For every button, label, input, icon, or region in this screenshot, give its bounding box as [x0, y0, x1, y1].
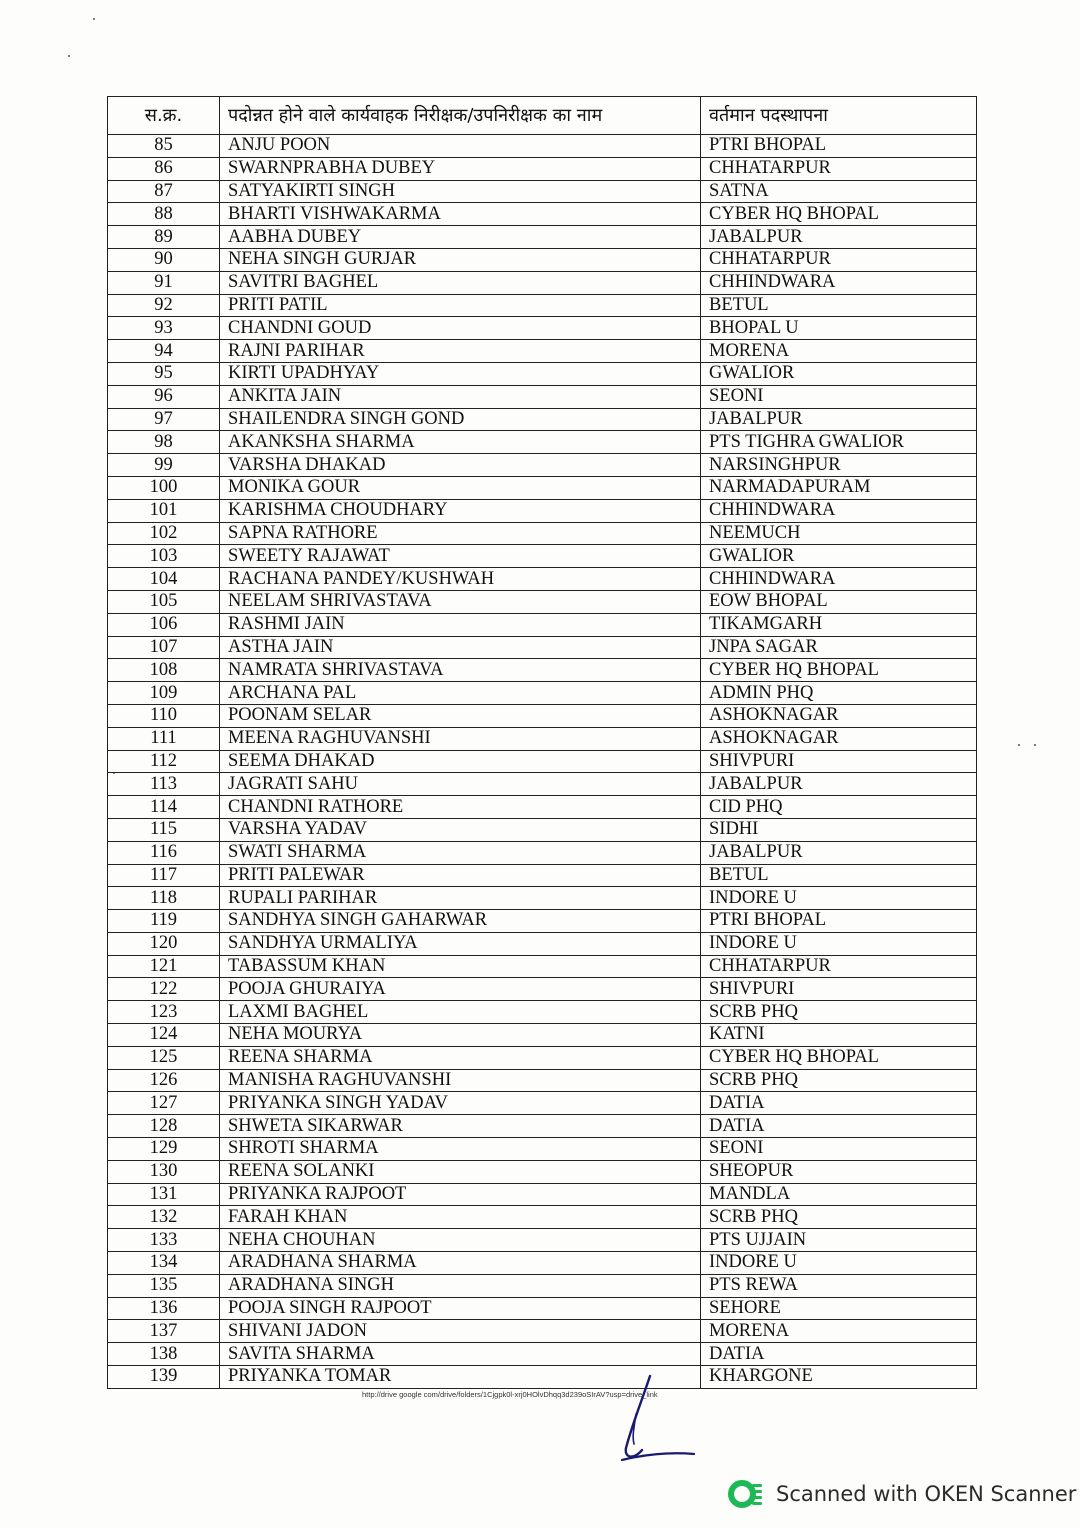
- current-posting-cell: PTRI BHOPAL: [701, 910, 977, 933]
- current-posting-cell: SEONI: [701, 1138, 977, 1161]
- current-posting-cell: MORENA: [701, 1320, 977, 1343]
- current-posting-cell: CHHATARPUR: [701, 248, 977, 271]
- scanner-credit-text: Scanned with OKEN Scanner: [776, 1482, 1077, 1506]
- officer-name-cell: REENA SOLANKI: [220, 1160, 701, 1183]
- officer-name-cell: TABASSUM KHAN: [220, 955, 701, 978]
- officer-name-cell: BHARTI VISHWAKARMA: [220, 203, 701, 226]
- serial-number-cell: 92: [108, 294, 220, 317]
- table-row: [108, 887, 977, 910]
- table-row: [108, 818, 977, 841]
- serial-number-cell: 96: [108, 385, 220, 408]
- current-posting-cell: BETUL: [701, 294, 977, 317]
- table-row: [108, 1366, 977, 1389]
- current-posting-cell: NARSINGHPUR: [701, 454, 977, 477]
- officer-name-cell: KARISHMA CHOUDHARY: [220, 499, 701, 522]
- officer-name-cell: NEELAM SHRIVASTAVA: [220, 590, 701, 613]
- current-posting-cell: SHEOPUR: [701, 1160, 977, 1183]
- table-row: [108, 1229, 977, 1252]
- serial-number-cell: 134: [108, 1252, 220, 1275]
- table-row: [108, 203, 977, 226]
- current-posting-cell: CHHINDWARA: [701, 568, 977, 591]
- serial-number-cell: 119: [108, 910, 220, 933]
- serial-number-cell: 132: [108, 1206, 220, 1229]
- serial-number-cell: 93: [108, 317, 220, 340]
- current-posting-cell: PTRI BHOPAL: [701, 135, 977, 158]
- serial-number-cell: 125: [108, 1046, 220, 1069]
- scan-speck: [1018, 744, 1020, 746]
- officer-name-cell: SHWETA SIKARWAR: [220, 1115, 701, 1138]
- table-row: [108, 226, 977, 249]
- officer-name-cell: RASHMI JAIN: [220, 613, 701, 636]
- officer-name-cell: REENA SHARMA: [220, 1046, 701, 1069]
- current-posting-cell: SEONI: [701, 385, 977, 408]
- officer-name-cell: VARSHA YADAV: [220, 818, 701, 841]
- current-posting-cell: SIDHI: [701, 818, 977, 841]
- header-officer-name: पदोन्नत होने वाले कार्यवाहक निरीक्षक/उपनिरीक्षक का नाम: [220, 97, 701, 135]
- serial-number-cell: 94: [108, 340, 220, 363]
- officer-name-cell: KIRTI UPADHYAY: [220, 362, 701, 385]
- promotion-list-table: [107, 96, 977, 1389]
- officer-name-cell: SATYAKIRTI SINGH: [220, 180, 701, 203]
- officer-name-cell: NAMRATA SHRIVASTAVA: [220, 659, 701, 682]
- table-row: [108, 385, 977, 408]
- officer-name-cell: SHAILENDRA SINGH GOND: [220, 408, 701, 431]
- current-posting-cell: DATIA: [701, 1092, 977, 1115]
- scanner-watermark: [728, 1478, 1076, 1510]
- serial-number-cell: 115: [108, 818, 220, 841]
- current-posting-cell: CID PHQ: [701, 796, 977, 819]
- officer-name-cell: PRIYANKA RAJPOOT: [220, 1183, 701, 1206]
- scan-speck: [68, 55, 70, 57]
- officer-name-cell: ASTHA JAIN: [220, 636, 701, 659]
- table-row: [108, 545, 977, 568]
- officer-name-cell: SANDHYA SINGH GAHARWAR: [220, 910, 701, 933]
- table-row: [108, 704, 977, 727]
- serial-number-cell: 89: [108, 226, 220, 249]
- officer-name-cell: POOJA GHURAIYA: [220, 978, 701, 1001]
- serial-number-cell: 131: [108, 1183, 220, 1206]
- officer-name-cell: MONIKA GOUR: [220, 476, 701, 499]
- serial-number-cell: 90: [108, 248, 220, 271]
- officer-name-cell: SHIVANI JADON: [220, 1320, 701, 1343]
- officer-name-cell: NEHA CHOUHAN: [220, 1229, 701, 1252]
- officer-name-cell: AABHA DUBEY: [220, 226, 701, 249]
- serial-number-cell: 108: [108, 659, 220, 682]
- officer-name-cell: VARSHA DHAKAD: [220, 454, 701, 477]
- current-posting-cell: CYBER HQ BHOPAL: [701, 659, 977, 682]
- table-row: [108, 180, 977, 203]
- officer-name-cell: AKANKSHA SHARMA: [220, 431, 701, 454]
- table-row: [108, 1160, 977, 1183]
- serial-number-cell: 105: [108, 590, 220, 613]
- officer-name-cell: RACHANA PANDEY/KUSHWAH: [220, 568, 701, 591]
- table-row: [108, 1206, 977, 1229]
- current-posting-cell: CHHINDWARA: [701, 271, 977, 294]
- table-body: [108, 135, 977, 1389]
- officer-name-cell: SWARNPRABHA DUBEY: [220, 157, 701, 180]
- serial-number-cell: 97: [108, 408, 220, 431]
- serial-number-cell: 86: [108, 157, 220, 180]
- oken-scanner-logo-icon: [728, 1478, 764, 1510]
- current-posting-cell: JNPA SAGAR: [701, 636, 977, 659]
- current-posting-cell: KATNI: [701, 1024, 977, 1047]
- officer-name-cell: ANJU POON: [220, 135, 701, 158]
- header-current-posting: वर्तमान पदस्थापना: [701, 97, 977, 135]
- current-posting-cell: CHHATARPUR: [701, 157, 977, 180]
- officer-name-cell: MANISHA RAGHUVANSHI: [220, 1069, 701, 1092]
- table-row: [108, 682, 977, 705]
- serial-number-cell: 88: [108, 203, 220, 226]
- table-row: [108, 841, 977, 864]
- serial-number-cell: 127: [108, 1092, 220, 1115]
- officer-name-cell: ARADHANA SHARMA: [220, 1252, 701, 1275]
- table-row: [108, 340, 977, 363]
- table-row: [108, 1046, 977, 1069]
- current-posting-cell: INDORE U: [701, 1252, 977, 1275]
- scan-speck: [1034, 744, 1036, 746]
- table-row: [108, 271, 977, 294]
- serial-number-cell: 101: [108, 499, 220, 522]
- current-posting-cell: ADMIN PHQ: [701, 682, 977, 705]
- serial-number-cell: 107: [108, 636, 220, 659]
- current-posting-cell: SCRB PHQ: [701, 1069, 977, 1092]
- table-row: [108, 294, 977, 317]
- current-posting-cell: PTS REWA: [701, 1274, 977, 1297]
- serial-number-cell: 99: [108, 454, 220, 477]
- serial-number-cell: 114: [108, 796, 220, 819]
- table-row: [108, 1092, 977, 1115]
- current-posting-cell: SHIVPURI: [701, 750, 977, 773]
- current-posting-cell: SHIVPURI: [701, 978, 977, 1001]
- table-row: [108, 613, 977, 636]
- officer-name-cell: RAJNI PARIHAR: [220, 340, 701, 363]
- current-posting-cell: BHOPAL U: [701, 317, 977, 340]
- serial-number-cell: 135: [108, 1274, 220, 1297]
- table-row: [108, 796, 977, 819]
- table-row: [108, 157, 977, 180]
- table-row: [108, 1001, 977, 1024]
- serial-number-cell: 128: [108, 1115, 220, 1138]
- current-posting-cell: BETUL: [701, 864, 977, 887]
- current-posting-cell: INDORE U: [701, 887, 977, 910]
- current-posting-cell: JABALPUR: [701, 841, 977, 864]
- current-posting-cell: KHARGONE: [701, 1366, 977, 1389]
- current-posting-cell: GWALIOR: [701, 545, 977, 568]
- current-posting-cell: JABALPUR: [701, 226, 977, 249]
- table-row: [108, 955, 977, 978]
- current-posting-cell: MORENA: [701, 340, 977, 363]
- table-row: [108, 1274, 977, 1297]
- serial-number-cell: 129: [108, 1138, 220, 1161]
- officer-name-cell: PRIYANKA SINGH YADAV: [220, 1092, 701, 1115]
- current-posting-cell: CYBER HQ BHOPAL: [701, 1046, 977, 1069]
- serial-number-cell: 109: [108, 682, 220, 705]
- officer-name-cell: LAXMI BAGHEL: [220, 1001, 701, 1024]
- table-row: [108, 727, 977, 750]
- current-posting-cell: JABALPUR: [701, 773, 977, 796]
- serial-number-cell: 98: [108, 431, 220, 454]
- table-row: [108, 499, 977, 522]
- serial-number-cell: 133: [108, 1229, 220, 1252]
- table-row: [108, 773, 977, 796]
- header-serial-number: स.क्र.: [108, 97, 220, 135]
- serial-number-cell: 102: [108, 522, 220, 545]
- officer-name-cell: SHROTI SHARMA: [220, 1138, 701, 1161]
- table-row: [108, 659, 977, 682]
- current-posting-cell: PTS TIGHRA GWALIOR: [701, 431, 977, 454]
- table-row: [108, 317, 977, 340]
- serial-number-cell: 117: [108, 864, 220, 887]
- officer-name-cell: SAPNA RATHORE: [220, 522, 701, 545]
- serial-number-cell: 112: [108, 750, 220, 773]
- current-posting-cell: CHHINDWARA: [701, 499, 977, 522]
- current-posting-cell: SCRB PHQ: [701, 1001, 977, 1024]
- current-posting-cell: NARMADAPURAM: [701, 476, 977, 499]
- serial-number-cell: 116: [108, 841, 220, 864]
- table-row: [108, 864, 977, 887]
- serial-number-cell: 111: [108, 727, 220, 750]
- serial-number-cell: 122: [108, 978, 220, 1001]
- current-posting-cell: MANDLA: [701, 1183, 977, 1206]
- officer-name-cell: PRITI PALEWAR: [220, 864, 701, 887]
- current-posting-cell: NEEMUCH: [701, 522, 977, 545]
- current-posting-cell: CHHATARPUR: [701, 955, 977, 978]
- table-row: [108, 362, 977, 385]
- table-row: [108, 1069, 977, 1092]
- serial-number-cell: 120: [108, 932, 220, 955]
- officer-name-cell: SWATI SHARMA: [220, 841, 701, 864]
- officer-name-cell: MEENA RAGHUVANSHI: [220, 727, 701, 750]
- signature-mark: [612, 1370, 702, 1470]
- table-row: [108, 476, 977, 499]
- current-posting-cell: SCRB PHQ: [701, 1206, 977, 1229]
- table-row: [108, 431, 977, 454]
- officer-name-cell: PRITI PATIL: [220, 294, 701, 317]
- serial-number-cell: 136: [108, 1297, 220, 1320]
- serial-number-cell: 91: [108, 271, 220, 294]
- officer-name-cell: NEHA MOURYA: [220, 1024, 701, 1047]
- table-row: [108, 1252, 977, 1275]
- officer-name-cell: SEEMA DHAKAD: [220, 750, 701, 773]
- serial-number-cell: 110: [108, 704, 220, 727]
- officer-name-cell: POOJA SINGH RAJPOOT: [220, 1297, 701, 1320]
- current-posting-cell: INDORE U: [701, 932, 977, 955]
- officer-name-cell: ANKITA JAIN: [220, 385, 701, 408]
- scan-speck: [93, 18, 95, 20]
- serial-number-cell: 130: [108, 1160, 220, 1183]
- drive-link-stamp: http://drive google com/drive/folders/1Cjgpk0l-xrj0HOlvDhqq3d239oSIrAV?usp=drive_link: [362, 1390, 658, 1399]
- serial-number-cell: 118: [108, 887, 220, 910]
- serial-number-cell: 123: [108, 1001, 220, 1024]
- serial-number-cell: 124: [108, 1024, 220, 1047]
- table-row: [108, 248, 977, 271]
- serial-number-cell: 103: [108, 545, 220, 568]
- officer-name-cell: CHANDNI GOUD: [220, 317, 701, 340]
- table-row: [108, 978, 977, 1001]
- officer-name-cell: NEHA SINGH GURJAR: [220, 248, 701, 271]
- serial-number-cell: 104: [108, 568, 220, 591]
- serial-number-cell: 121: [108, 955, 220, 978]
- current-posting-cell: DATIA: [701, 1343, 977, 1366]
- current-posting-cell: SATNA: [701, 180, 977, 203]
- serial-number-cell: 95: [108, 362, 220, 385]
- table-row: [108, 590, 977, 613]
- officer-name-cell: FARAH KHAN: [220, 1206, 701, 1229]
- officer-name-cell: RUPALI PARIHAR: [220, 887, 701, 910]
- table-row: [108, 1024, 977, 1047]
- table-header-row: [108, 97, 977, 135]
- table-row: [108, 522, 977, 545]
- table-row: [108, 1297, 977, 1320]
- current-posting-cell: ASHOKNAGAR: [701, 704, 977, 727]
- table-row: [108, 910, 977, 933]
- serial-number-cell: 137: [108, 1320, 220, 1343]
- table-row: [108, 1320, 977, 1343]
- current-posting-cell: DATIA: [701, 1115, 977, 1138]
- current-posting-cell: JABALPUR: [701, 408, 977, 431]
- table-row: [108, 932, 977, 955]
- table-row: [108, 750, 977, 773]
- table-row: [108, 1183, 977, 1206]
- serial-number-cell: 138: [108, 1343, 220, 1366]
- serial-number-cell: 85: [108, 135, 220, 158]
- officer-name-cell: SAVITA SHARMA: [220, 1343, 701, 1366]
- officer-name-cell: SANDHYA URMALIYA: [220, 932, 701, 955]
- officer-name-cell: PRIYANKA TOMAR: [220, 1366, 701, 1389]
- current-posting-cell: ASHOKNAGAR: [701, 727, 977, 750]
- table-row: [108, 1138, 977, 1161]
- officer-name-cell: JAGRATI SAHU: [220, 773, 701, 796]
- officer-name-cell: ARCHANA PAL: [220, 682, 701, 705]
- table-row: [108, 454, 977, 477]
- officer-name-cell: CHANDNI RATHORE: [220, 796, 701, 819]
- serial-number-cell: 139: [108, 1366, 220, 1389]
- current-posting-cell: CYBER HQ BHOPAL: [701, 203, 977, 226]
- table-row: [108, 636, 977, 659]
- serial-number-cell: 100: [108, 476, 220, 499]
- table-row: [108, 1115, 977, 1138]
- table-row: [108, 568, 977, 591]
- officer-name-cell: SWEETY RAJAWAT: [220, 545, 701, 568]
- table-row: [108, 1343, 977, 1366]
- serial-number-cell: 87: [108, 180, 220, 203]
- current-posting-cell: EOW BHOPAL: [701, 590, 977, 613]
- current-posting-cell: GWALIOR: [701, 362, 977, 385]
- serial-number-cell: 113: [108, 773, 220, 796]
- officer-name-cell: POONAM SELAR: [220, 704, 701, 727]
- current-posting-cell: TIKAMGARH: [701, 613, 977, 636]
- table-row: [108, 135, 977, 158]
- serial-number-cell: 126: [108, 1069, 220, 1092]
- serial-number-cell: 106: [108, 613, 220, 636]
- current-posting-cell: SEHORE: [701, 1297, 977, 1320]
- officer-name-cell: SAVITRI BAGHEL: [220, 271, 701, 294]
- table-row: [108, 408, 977, 431]
- current-posting-cell: PTS UJJAIN: [701, 1229, 977, 1252]
- officer-name-cell: ARADHANA SINGH: [220, 1274, 701, 1297]
